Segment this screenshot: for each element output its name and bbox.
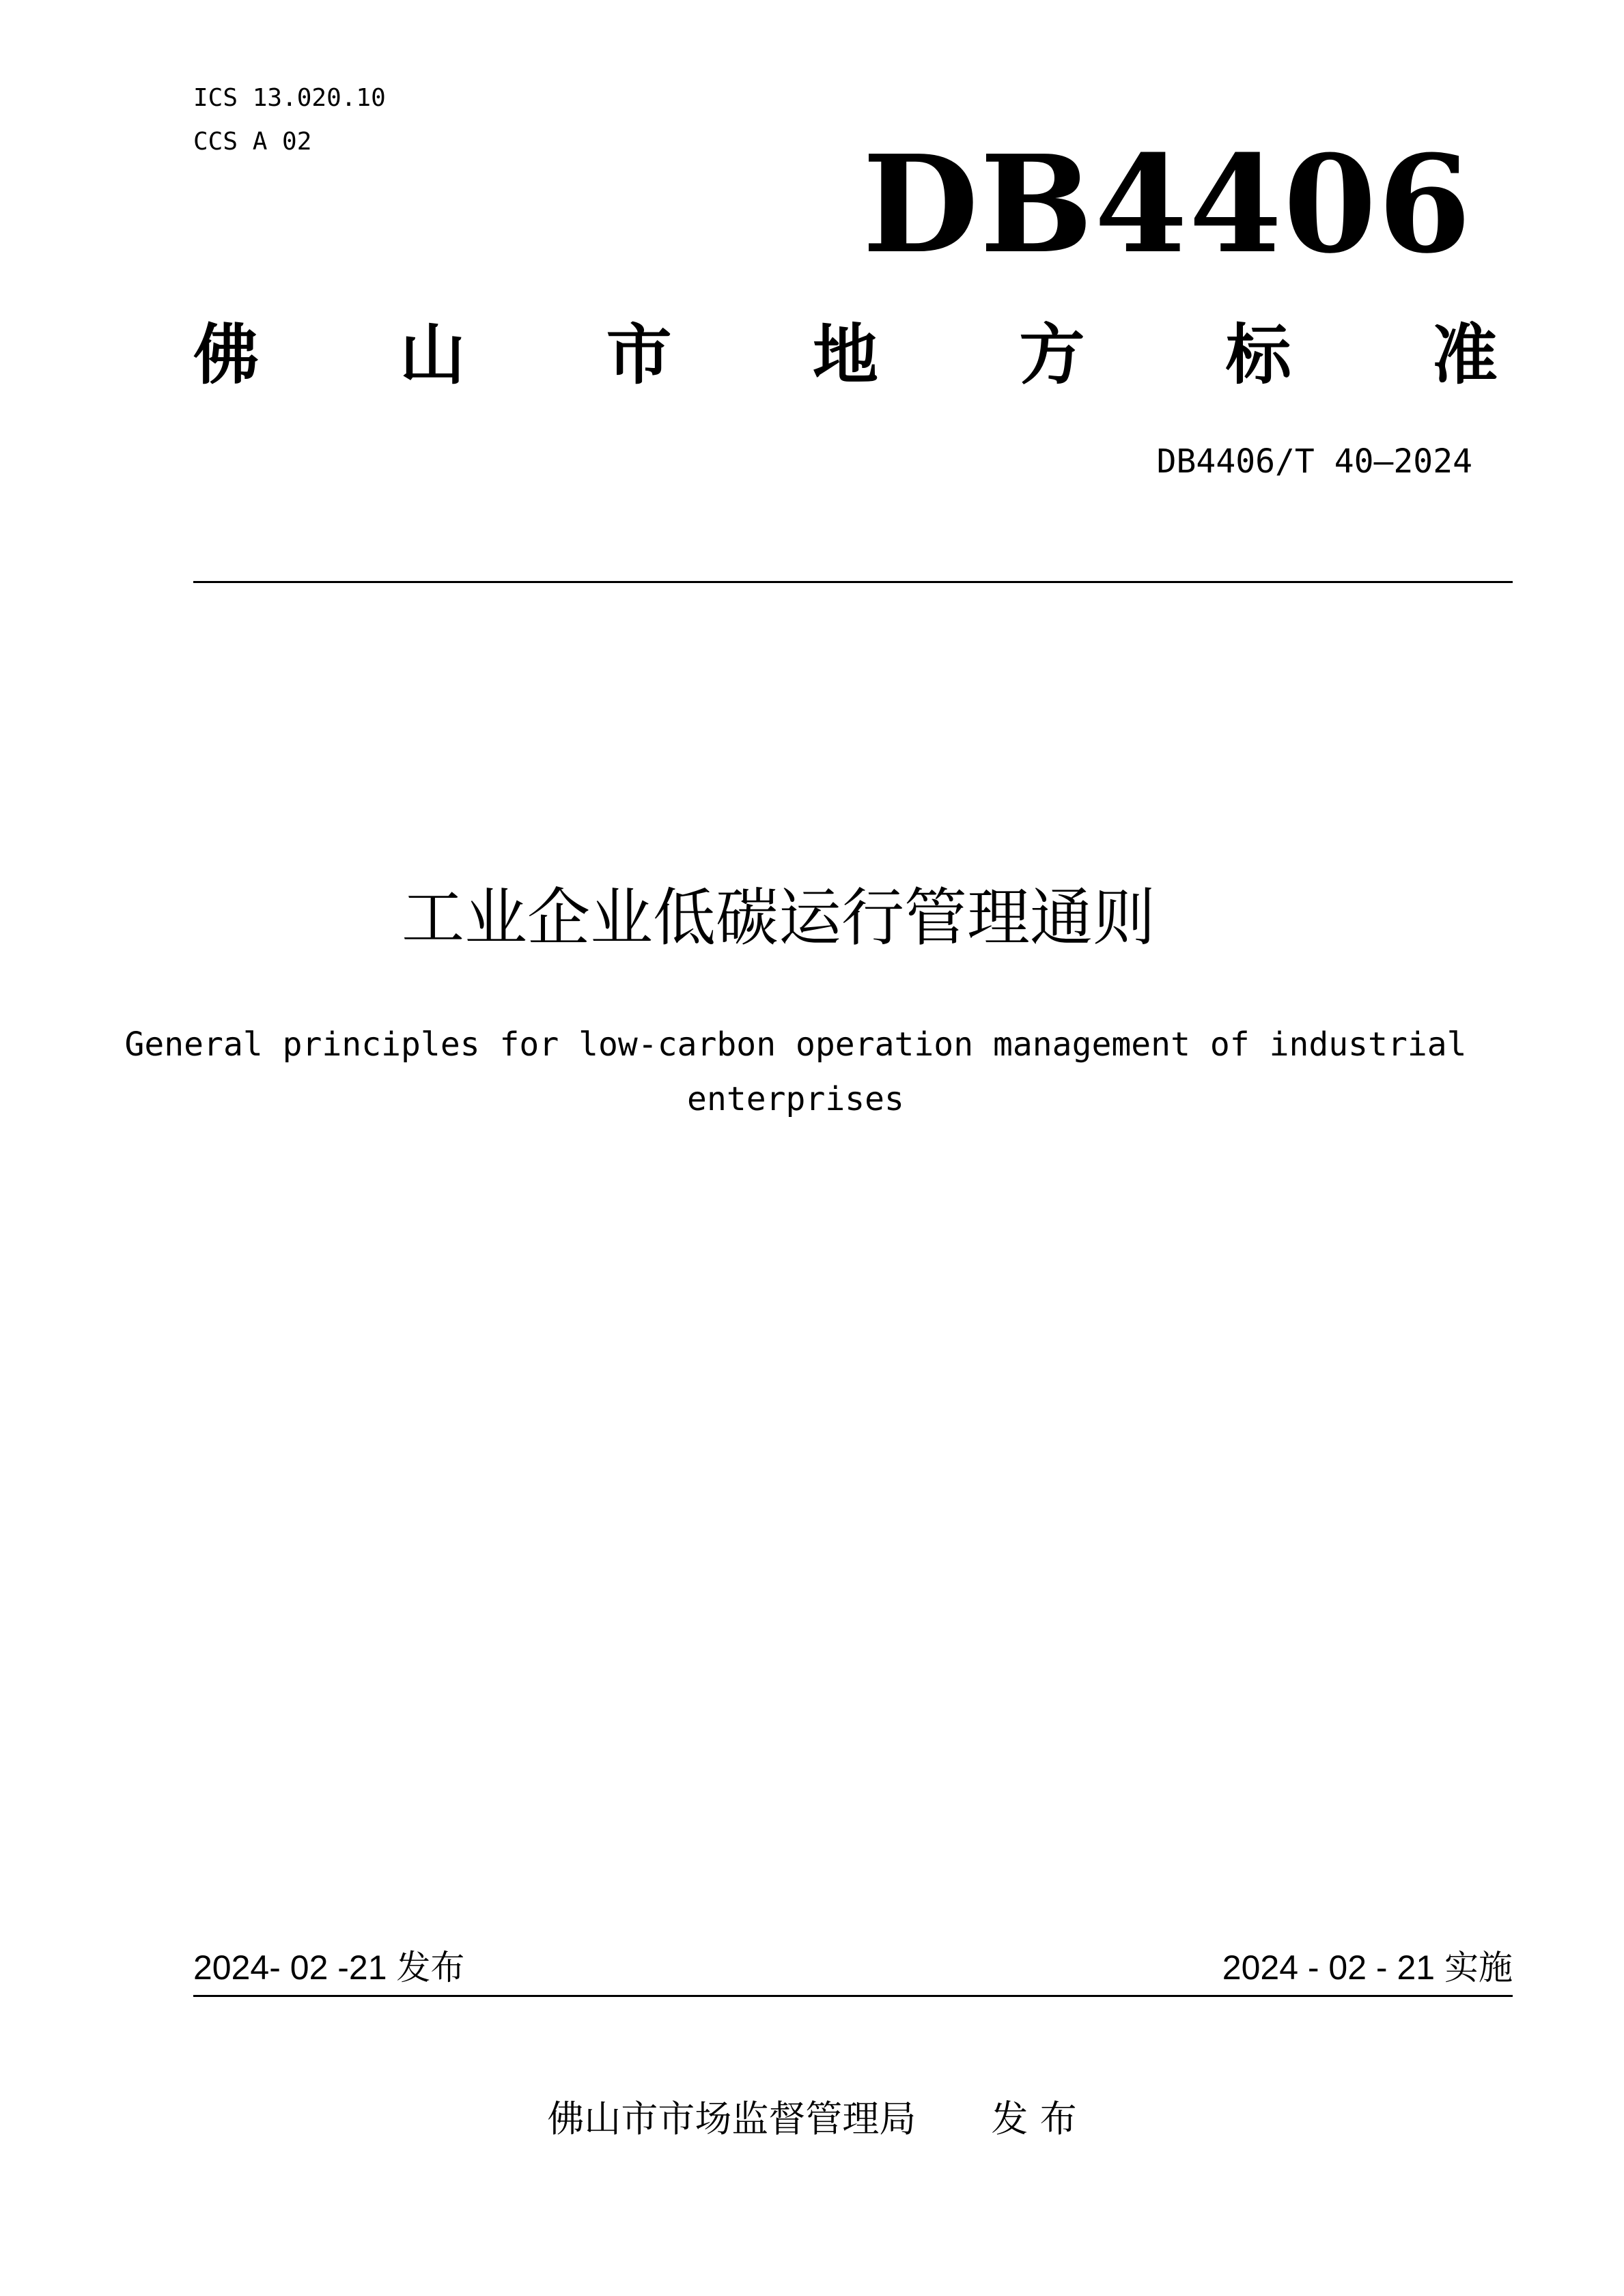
standard-type-char: 佛 bbox=[193, 317, 259, 393]
issuer-name: 佛山市市场监督管理局 bbox=[547, 2097, 916, 2140]
ics-code: ICS 13.020.10 bbox=[193, 84, 386, 112]
standard-type-heading bbox=[193, 314, 1498, 396]
issuer-action: 发 布 bbox=[991, 2097, 1077, 2140]
implementation-date: 2024 - 02 - 21 实施 bbox=[1222, 1948, 1513, 1987]
standard-type-char: 方 bbox=[1019, 317, 1085, 393]
standard-code-logo: DB4406 bbox=[862, 126, 1472, 283]
english-title-line-2: enterprises bbox=[687, 1080, 904, 1118]
standard-number: DB4406/T 40—2024 bbox=[1156, 442, 1472, 481]
publish-date: 2024- 02 -21 发布 bbox=[193, 1948, 465, 1987]
document-title-chinese: 工业企业低碳运行管理通则 bbox=[401, 881, 1156, 954]
document-title-english bbox=[102, 1017, 1489, 1126]
standard-type-char: 市 bbox=[606, 317, 672, 393]
english-title-line-1: General principles for low-carbon operation management of industrial bbox=[124, 1025, 1467, 1064]
bottom-divider bbox=[193, 1995, 1513, 1997]
standard-type-char: 标 bbox=[1225, 317, 1291, 393]
standard-type-char: 山 bbox=[400, 317, 466, 393]
standard-type-char: 准 bbox=[1431, 317, 1498, 393]
ccs-code: CCS A 02 bbox=[193, 128, 312, 156]
top-divider bbox=[193, 581, 1513, 583]
standard-type-char: 地 bbox=[812, 317, 878, 393]
issuer-line bbox=[0, 2097, 1624, 2141]
